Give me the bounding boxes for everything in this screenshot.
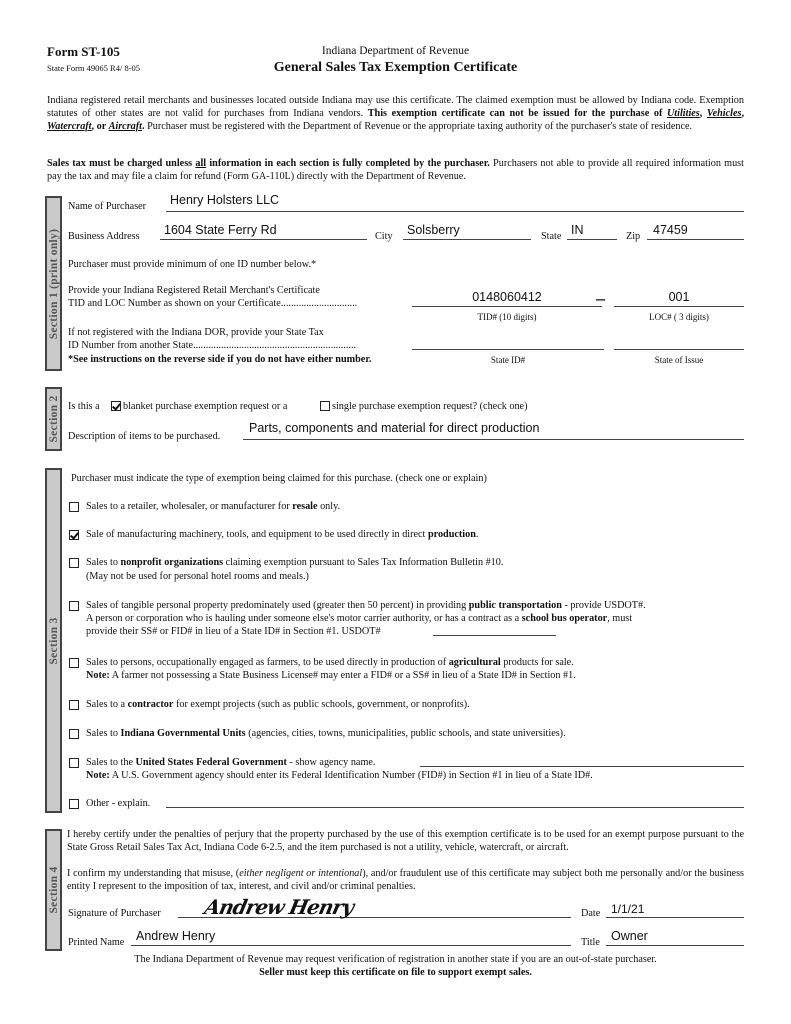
printed-name-value[interactable]: Andrew Henry	[136, 929, 216, 943]
option-indiana-govt: Sales to Indiana Governmental Units (agencies, cities, towns, municipalities, public schools, and state universities).	[86, 728, 566, 739]
option-agricultural: Sales to persons, occupationally engaged as farmers, to be used directly in production of agricultural products for sale.	[86, 657, 574, 668]
excluded-utilities: Utilities	[666, 108, 700, 120]
agricultural-checkbox[interactable]	[69, 658, 79, 668]
exemption-type-instruction: Purchaser must indicate the type of exemption being claimed for this purchase. (check one or explain)	[71, 473, 487, 484]
state-of-issue-field[interactable]	[614, 349, 744, 350]
date-label: Date	[581, 908, 601, 919]
zip-value[interactable]: 47459	[653, 223, 688, 237]
usdot-field[interactable]	[433, 635, 556, 636]
option-nonprofit: Sales to nonprofit organizations claiming exemption pursuant to Sales Tax Information Bulletin #10.	[86, 557, 504, 568]
agency-name: Indiana Department of Revenue	[321, 45, 470, 57]
option-federal-govt: Sales to the United States Federal Government - show agency name.	[86, 757, 376, 768]
other-state-instruction-1: If not registered with the Indiana DOR, provide your State Tax	[68, 327, 324, 338]
purchaser-name-label: Name of Purchaser	[68, 201, 147, 212]
state-field[interactable]	[567, 239, 617, 240]
city-value[interactable]: Solsberry	[407, 223, 460, 237]
city-field[interactable]	[403, 239, 531, 240]
description-label: Description of items to be purchased.	[68, 431, 221, 442]
business-address-field[interactable]	[160, 239, 367, 240]
purchaser-name-field[interactable]	[166, 211, 744, 212]
option-other: Other - explain.	[86, 798, 151, 809]
blanket-purchase-label: blanket purchase exemption request or a	[123, 401, 288, 412]
blanket-purchase-checkbox[interactable]	[111, 401, 121, 411]
state-label: State	[541, 231, 562, 242]
signature-value[interactable]: Andrew Henry	[202, 895, 356, 919]
section-2-label: Section 2	[47, 395, 60, 443]
title-field[interactable]	[606, 945, 744, 946]
tid-caption: TID# (10 digits)	[477, 312, 537, 322]
other-checkbox[interactable]	[69, 799, 79, 809]
excluded-vehicles: Vehicles	[706, 108, 742, 120]
intro-bold: This exemption certificate can not be issued for the purchase of	[367, 108, 667, 120]
section-3-label: Section 3	[47, 616, 60, 665]
state-value[interactable]: IN	[571, 223, 584, 237]
loc-field[interactable]	[614, 306, 744, 307]
min-id-note: Purchaser must provide minimum of one ID number below.*	[68, 259, 317, 270]
excluded-aircraft: Aircraft	[108, 121, 142, 133]
federal-govt-checkbox[interactable]	[69, 758, 79, 768]
state-of-issue-caption: State of Issue	[654, 355, 704, 365]
verification-note: The Indiana Department of Revenue may request verification of registration in another state if you are an out-of-state purchaser.	[134, 954, 657, 965]
section-4-label: Section 4	[47, 866, 60, 914]
option-public-transportation-line3: provide their SS# or FID# in lieu of a State ID# in Section #1. USDOT#	[86, 626, 381, 637]
printed-name-label: Printed Name	[68, 937, 125, 948]
zip-label: Zip	[626, 231, 641, 242]
title-label: Title	[581, 937, 600, 948]
section-1-label: Section 1 (print only)	[47, 228, 60, 339]
notice-bold: Sales tax must be charged unless	[47, 158, 196, 169]
option-resale: Sales to a retailer, wholesaler, or manufacturer for resale only.	[86, 501, 341, 512]
misuse-statement: I confirm my understanding that misuse, (either negligent or intentional), and/or fraudulent use of this certificate may subject both me personally and/or the business entity I represent to the imposition of tax, interest, and civil and/or criminal penalties.	[67, 868, 744, 893]
public-transportation-checkbox[interactable]	[69, 601, 79, 611]
certification-statement: I hereby certify under the penalties of perjury that the property purchased by the use of this exemption certificate is to be used for an exempt purpose pursuant to the State Gross Retail Sales Tax Act, Indiana Code 6-2.5, and the item purchased is not a utility, vehicle, watercraft, or aircraft.	[67, 829, 744, 854]
option-production: Sale of manufacturing machinery, tools, and equipment to be used directly in direct production.	[86, 529, 479, 540]
nonprofit-checkbox[interactable]	[69, 558, 79, 568]
option-public-transportation: Sales of tangible personal property predominately used (greater then 50 percent) in providing public transportation - provide USDOT#.	[86, 600, 646, 611]
intro-text-2: Purchaser must be registered with the Department of Revenue or the appropriate taxing authority of the purchaser's state of residence.	[144, 121, 693, 133]
title-value[interactable]: Owner	[611, 929, 648, 943]
section-3-bar	[45, 468, 62, 813]
state-form-number: State Form 49065 R4/ 8-05	[47, 63, 141, 73]
form-title: General Sales Tax Exemption Certificate	[273, 60, 518, 75]
production-checkbox[interactable]	[69, 530, 79, 540]
state-id-caption: State ID#	[490, 355, 526, 365]
single-purchase-label: single purchase exemption request? (check one)	[332, 401, 528, 412]
other-state-instruction-2: ID Number from another State................................................................	[68, 340, 357, 351]
section-1-bar	[45, 196, 62, 371]
option-public-transportation-line2: A person or corporation who is hauling under someone else's motor carrier authority, or has a contract as a school bus operator, must	[86, 613, 633, 624]
section-4-bar	[45, 829, 62, 951]
intro-paragraph: Indiana registered retail merchants and businesses located outside Indiana may use this certificate. The claimed exemption must be allowed by Indiana code. Exemption statutes of other states are not valid for purchases from Indiana vendors. This exemption certificate can not be issued for the purchase of Utilities, Vehicles, Watercraft, or Aircraft. Purchaser must be registered with the Department of Revenue or the appropriate taxing authority of the purchaser's state of residence.	[47, 95, 744, 133]
description-value[interactable]: Parts, components and material for direct production	[249, 421, 540, 435]
sales-tax-notice	[47, 157, 744, 183]
loc-value[interactable]: 001	[668, 290, 690, 304]
contractor-checkbox[interactable]	[69, 700, 79, 710]
tid-instruction-1: Provide your Indiana Registered Retail Merchant's Certificate	[68, 285, 320, 296]
date-value[interactable]: 1/1/21	[611, 902, 645, 916]
other-explain-field[interactable]	[166, 807, 744, 808]
indiana-govt-checkbox[interactable]	[69, 729, 79, 739]
single-purchase-checkbox[interactable]	[320, 401, 330, 411]
section-2-bar	[45, 387, 62, 451]
option-agricultural-note: Note: A farmer not possessing a State Business License# may enter a FID# or a SS# in lieu of a State ID# in Section #1.	[86, 670, 576, 681]
option-nonprofit-note: (May not be used for personal hotel rooms and meals.)	[86, 571, 309, 582]
city-label: City	[375, 231, 393, 242]
state-id-field[interactable]	[412, 349, 604, 350]
tid-instruction-2: TID and LOC Number as shown on your Certificate..............................	[68, 298, 358, 309]
option-contractor: Sales to a contractor for exempt projects (such as public schools, government, or nonprofits).	[86, 699, 470, 710]
notice-bold-2: information in each section is fully completed by the purchaser.	[206, 158, 490, 169]
zip-field[interactable]	[647, 239, 744, 240]
see-instructions-note: *See instructions on the reverse side if you do not have either number.	[68, 354, 372, 365]
seller-retention-note: Seller must keep this certificate on file to support exempt sales.	[259, 967, 532, 978]
business-address-label: Business Address	[68, 231, 140, 242]
intro-text: Indiana registered retail merchants and businesses located outside Indiana may use this certificate. The claimed exemption must be allowed by Indiana code. Exemption statutes of other states are not valid for purchases from Indiana vendors.	[47, 95, 744, 120]
excluded-watercraft: Watercraft	[47, 121, 92, 133]
tid-value[interactable]: 0148060412	[472, 290, 542, 304]
tid-loc-dash: –	[596, 288, 605, 308]
resale-checkbox[interactable]	[69, 502, 79, 512]
purchaser-name-value[interactable]: Henry Holsters LLC	[170, 193, 280, 207]
agency-name-field[interactable]	[420, 766, 744, 767]
notice-all: all	[195, 158, 207, 169]
date-field[interactable]	[606, 917, 744, 918]
signature-label: Signature of Purchaser	[68, 908, 161, 919]
tid-field[interactable]	[412, 306, 602, 307]
purchase-type-question: Is this a	[68, 401, 100, 412]
business-address-value[interactable]: 1604 State Ferry Rd	[164, 223, 277, 237]
loc-caption: LOC# ( 3 digits)	[649, 312, 709, 322]
option-federal-govt-note: Note: A U.S. Government agency should enter its Federal Identification Number (FID#) in Section #1 in lieu of a State ID#.	[86, 770, 593, 781]
notice-text: Purchasers not able to provide all required information must pay the tax and may file a claim for refund (Form GA-110L) directly with the Department of Revenue.	[47, 158, 744, 183]
form-number: Form ST-105	[47, 44, 120, 59]
description-field[interactable]	[243, 439, 744, 440]
printed-name-field[interactable]	[131, 945, 571, 946]
